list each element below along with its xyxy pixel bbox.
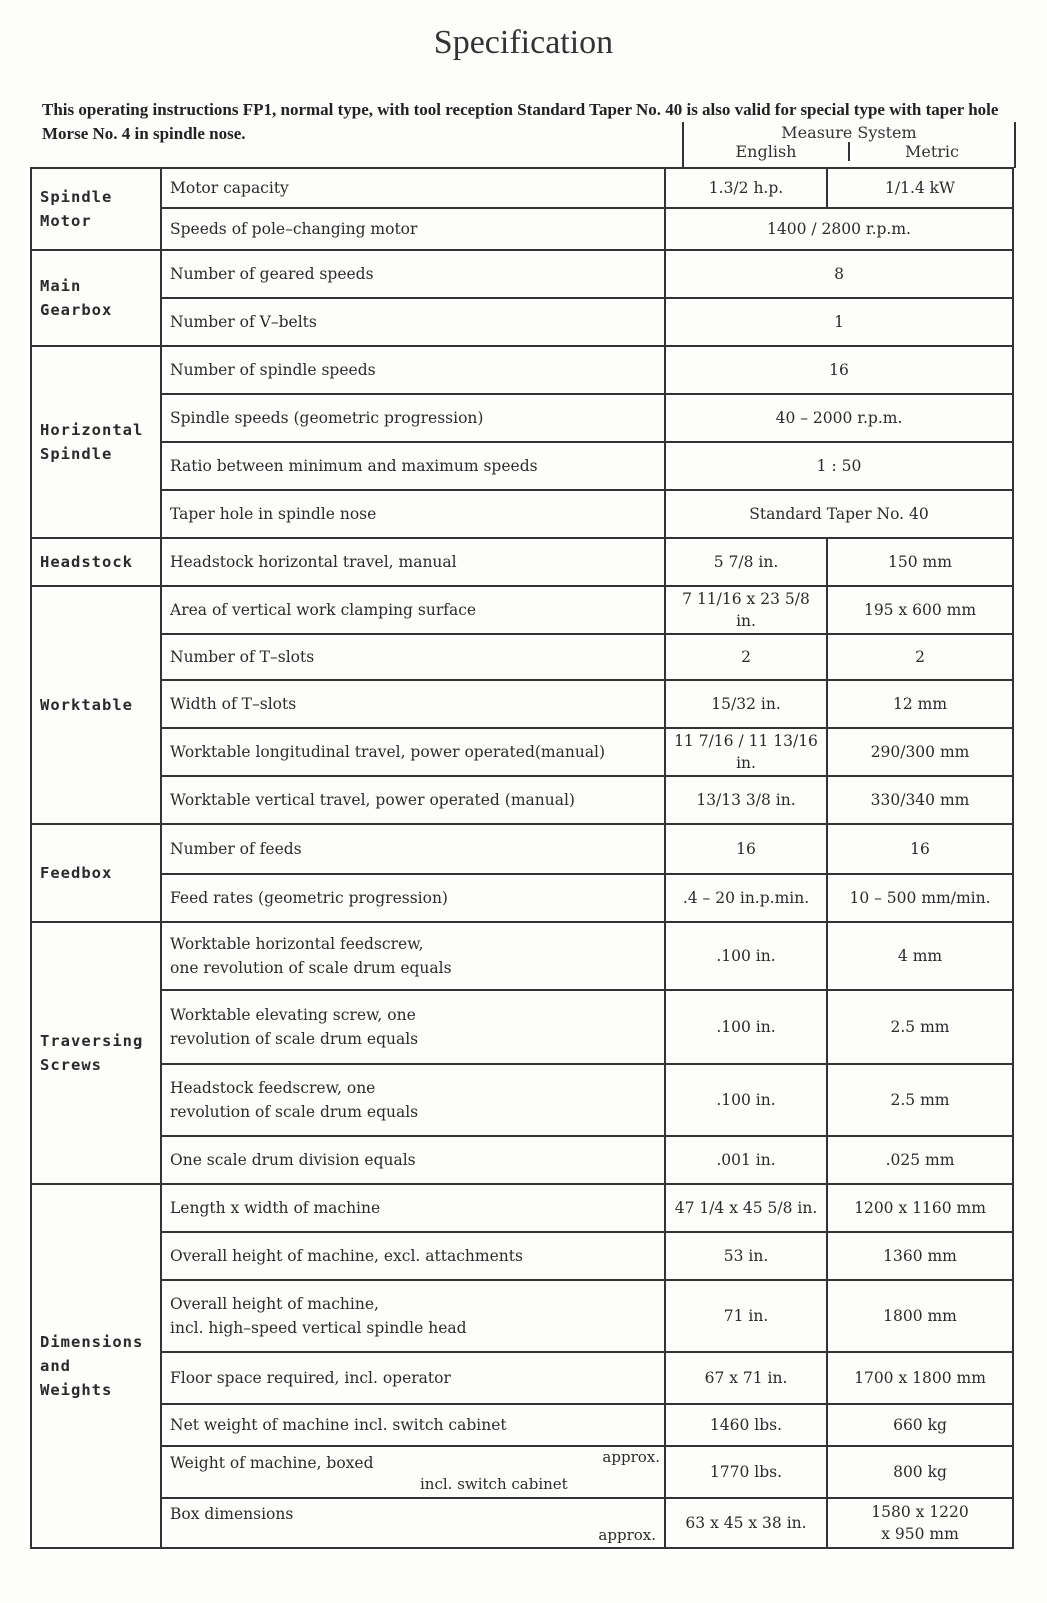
group-label: Worktable xyxy=(31,586,161,824)
spec-value-english: .4 – 20 in.p.min. xyxy=(665,874,827,922)
spec-value-metric: 12 mm xyxy=(827,680,1013,728)
spec-description-text: Speeds of pole–changing motor xyxy=(170,220,418,238)
spec-description-text: One scale drum division equals xyxy=(170,1151,416,1169)
group-label: Horizontal Spindle xyxy=(31,346,161,538)
spec-value-metric: 2.5 mm xyxy=(827,990,1013,1064)
table-row xyxy=(31,1064,1013,1136)
table-row xyxy=(31,586,1013,634)
spec-value-english: 2 xyxy=(665,634,827,680)
spec-value-metric: 195 x 600 mm xyxy=(827,586,1013,634)
group-label: Feedbox xyxy=(31,824,161,922)
spec-description-text: Box dimensions xyxy=(170,1505,294,1523)
table-row xyxy=(31,824,1013,874)
spec-description-text-line2: one revolution of scale drum equals xyxy=(170,959,452,977)
spec-description xyxy=(161,394,665,442)
spec-description-text: Feed rates (geometric progression) xyxy=(170,889,448,907)
table-row xyxy=(31,1184,1013,1232)
group-label: Traversing Screws xyxy=(31,922,161,1184)
spec-description-text: Worktable vertical travel, power operated (manual) xyxy=(170,791,575,809)
spec-description-text: Worktable elevating screw, one xyxy=(170,1006,416,1024)
spec-value-metric-line2: x 950 mm xyxy=(881,1525,959,1543)
measure-system-label: Measure System xyxy=(781,123,917,142)
spec-value-metric: 10 – 500 mm/min. xyxy=(827,874,1013,922)
spec-description-text: Worktable longitudinal travel, power operated(manual) xyxy=(170,743,606,761)
spec-value-metric: 2.5 mm xyxy=(827,1064,1013,1136)
spec-description xyxy=(161,874,665,922)
spec-description-text-line2: revolution of scale drum equals xyxy=(170,1103,419,1121)
group-label: Dimensions and Weights xyxy=(31,1184,161,1548)
table-row xyxy=(31,168,1013,208)
spec-description xyxy=(161,1280,665,1352)
spec-description-text: Overall height of machine, excl. attachments xyxy=(170,1247,523,1265)
spec-description-text: Weight of machine, boxed xyxy=(170,1454,374,1472)
spec-value: 40 – 2000 r.p.m. xyxy=(665,394,1013,442)
table-row xyxy=(31,490,1013,538)
spec-value-metric xyxy=(827,1498,1013,1548)
spec-value-english: 63 x 45 x 38 in. xyxy=(665,1498,827,1548)
spec-description xyxy=(161,680,665,728)
spec-value-english: 15/32 in. xyxy=(665,680,827,728)
spec-description xyxy=(161,728,665,776)
spec-description xyxy=(161,1498,665,1548)
table-row xyxy=(31,298,1013,346)
table-row xyxy=(31,1280,1013,1352)
spec-value-metric: 1200 x 1160 mm xyxy=(827,1184,1013,1232)
spec-description xyxy=(161,634,665,680)
table-row xyxy=(31,1404,1013,1446)
spec-description-text-line2: revolution of scale drum equals xyxy=(170,1030,419,1048)
table-row xyxy=(31,1232,1013,1280)
spec-description-text: Area of vertical work clamping surface xyxy=(170,601,477,619)
spec-value-metric: 800 kg xyxy=(827,1446,1013,1498)
table-row xyxy=(31,538,1013,586)
spec-value-english: 1770 lbs. xyxy=(665,1446,827,1498)
spec-description-text: Width of T–slots xyxy=(170,695,297,713)
spec-value-english: .100 in. xyxy=(665,1064,827,1136)
spec-note: incl. switch cabinet xyxy=(420,1475,568,1493)
spec-description xyxy=(161,1136,665,1184)
spec-value-metric: 1800 mm xyxy=(827,1280,1013,1352)
spec-description-text-line2: incl. high–speed vertical spindle head xyxy=(170,1319,467,1337)
spec-description xyxy=(161,824,665,874)
group-label: Main Gearbox xyxy=(31,250,161,346)
spec-value-metric: 290/300 mm xyxy=(827,728,1013,776)
spec-value-metric: 16 xyxy=(827,824,1013,874)
spec-value-english: 71 in. xyxy=(665,1280,827,1352)
spec-value: 16 xyxy=(665,346,1013,394)
spec-description xyxy=(161,490,665,538)
spec-note: approx. xyxy=(598,1526,656,1544)
table-row xyxy=(31,250,1013,298)
spec-description xyxy=(161,1184,665,1232)
table-row xyxy=(31,1352,1013,1404)
spec-description xyxy=(161,1404,665,1446)
spec-value-metric: 2 xyxy=(827,634,1013,680)
spec-description-text: Spindle speeds (geometric progression) xyxy=(170,409,484,427)
table-row xyxy=(31,1498,1013,1548)
group-label: Headstock xyxy=(31,538,161,586)
spec-value-english: 47 1/4 x 45 5/8 in. xyxy=(665,1184,827,1232)
table-row xyxy=(31,634,1013,680)
spec-description xyxy=(161,250,665,298)
spec-value-english: 1.3/2 h.p. xyxy=(665,168,827,208)
spec-description-text: Number of spindle speeds xyxy=(170,361,376,379)
approx-note: approx. xyxy=(602,1448,660,1466)
intro-note: This operating instructions FP1, normal type, with tool reception Standard Taper No. 40 is also valid for special type with taper hole Morse No. 4 in spindle nose. xyxy=(42,100,999,143)
spec-value-english: 5 7/8 in. xyxy=(665,538,827,586)
table-row xyxy=(31,874,1013,922)
spec-value-english: .001 in. xyxy=(665,1136,827,1184)
spec-value-metric: 1/1.4 kW xyxy=(827,168,1013,208)
spec-description xyxy=(161,776,665,824)
spec-description xyxy=(161,1232,665,1280)
spec-description xyxy=(161,168,665,208)
spec-value: 8 xyxy=(665,250,1013,298)
group-label: Spindle Motor xyxy=(31,168,161,250)
spec-description-text: Worktable horizontal feedscrew, xyxy=(170,935,424,953)
spec-value-metric: 660 kg xyxy=(827,1404,1013,1446)
table-row xyxy=(31,1136,1013,1184)
spec-value-english: 53 in. xyxy=(665,1232,827,1280)
table-row xyxy=(31,1446,1013,1498)
spec-value-english: 11 7/16 / 11 13/16 in. xyxy=(665,728,827,776)
spec-description-text: Floor space required, incl. operator xyxy=(170,1369,451,1387)
spec-description-text: Headstock horizontal travel, manual xyxy=(170,553,457,571)
spec-description xyxy=(161,1352,665,1404)
spec-description xyxy=(161,922,665,990)
spec-description-text: Length x width of machine xyxy=(170,1199,381,1217)
spec-value-english: 13/13 3/8 in. xyxy=(665,776,827,824)
table-row xyxy=(31,990,1013,1064)
table-row xyxy=(31,346,1013,394)
spec-description-text: Number of V–belts xyxy=(170,313,317,331)
spec-value: 1400 / 2800 r.p.m. xyxy=(665,208,1013,250)
measure-system-header xyxy=(682,122,1016,168)
spec-value-metric-line1: 1580 x 1220 xyxy=(871,1503,969,1521)
spec-description xyxy=(161,1446,665,1498)
table-row xyxy=(31,442,1013,490)
spec-description-text: Net weight of machine incl. switch cabinet xyxy=(170,1416,507,1434)
table-row xyxy=(31,208,1013,250)
spec-description xyxy=(161,538,665,586)
table-row xyxy=(31,394,1013,442)
spec-value-english: 16 xyxy=(665,824,827,874)
spec-value: 1 xyxy=(665,298,1013,346)
spec-description xyxy=(161,298,665,346)
spec-description-text: Number of T–slots xyxy=(170,648,315,666)
spec-value-english: .100 in. xyxy=(665,922,827,990)
spec-value-english: 1460 lbs. xyxy=(665,1404,827,1446)
spec-description xyxy=(161,990,665,1064)
spec-description xyxy=(161,586,665,634)
spec-description-text: Headstock feedscrew, one xyxy=(170,1079,376,1097)
table-row xyxy=(31,728,1013,776)
spec-value-english: .100 in. xyxy=(665,990,827,1064)
spec-value-metric: 1360 mm xyxy=(827,1232,1013,1280)
spec-value-metric: 150 mm xyxy=(827,538,1013,586)
spec-value-metric: 1700 x 1800 mm xyxy=(827,1352,1013,1404)
table-row xyxy=(31,680,1013,728)
spec-description xyxy=(161,1064,665,1136)
spec-description xyxy=(161,208,665,250)
spec-description-text: Motor capacity xyxy=(170,179,289,197)
spec-description-text: Taper hole in spindle nose xyxy=(170,505,377,523)
spec-value: Standard Taper No. 40 xyxy=(665,490,1013,538)
column-metric: Metric xyxy=(904,142,959,161)
spec-value-english: 67 x 71 in. xyxy=(665,1352,827,1404)
specification-table xyxy=(30,167,1014,1549)
spec-description-text: Ratio between minimum and maximum speeds xyxy=(170,457,538,475)
spec-description xyxy=(161,346,665,394)
spec-value-metric: 330/340 mm xyxy=(827,776,1013,824)
spec-description-text: Number of feeds xyxy=(170,840,302,858)
spec-description xyxy=(161,442,665,490)
spec-value: 1 : 50 xyxy=(665,442,1013,490)
spec-description-text: Overall height of machine, xyxy=(170,1295,379,1313)
spec-value-metric: 4 mm xyxy=(827,922,1013,990)
table-row xyxy=(31,776,1013,824)
column-english: English xyxy=(684,142,850,161)
spec-value-metric: .025 mm xyxy=(827,1136,1013,1184)
spec-value-english: 7 11/16 x 23 5/8 in. xyxy=(665,586,827,634)
page-title: Specification xyxy=(433,24,614,61)
spec-description-text: Number of geared speeds xyxy=(170,265,374,283)
table-row xyxy=(31,922,1013,990)
